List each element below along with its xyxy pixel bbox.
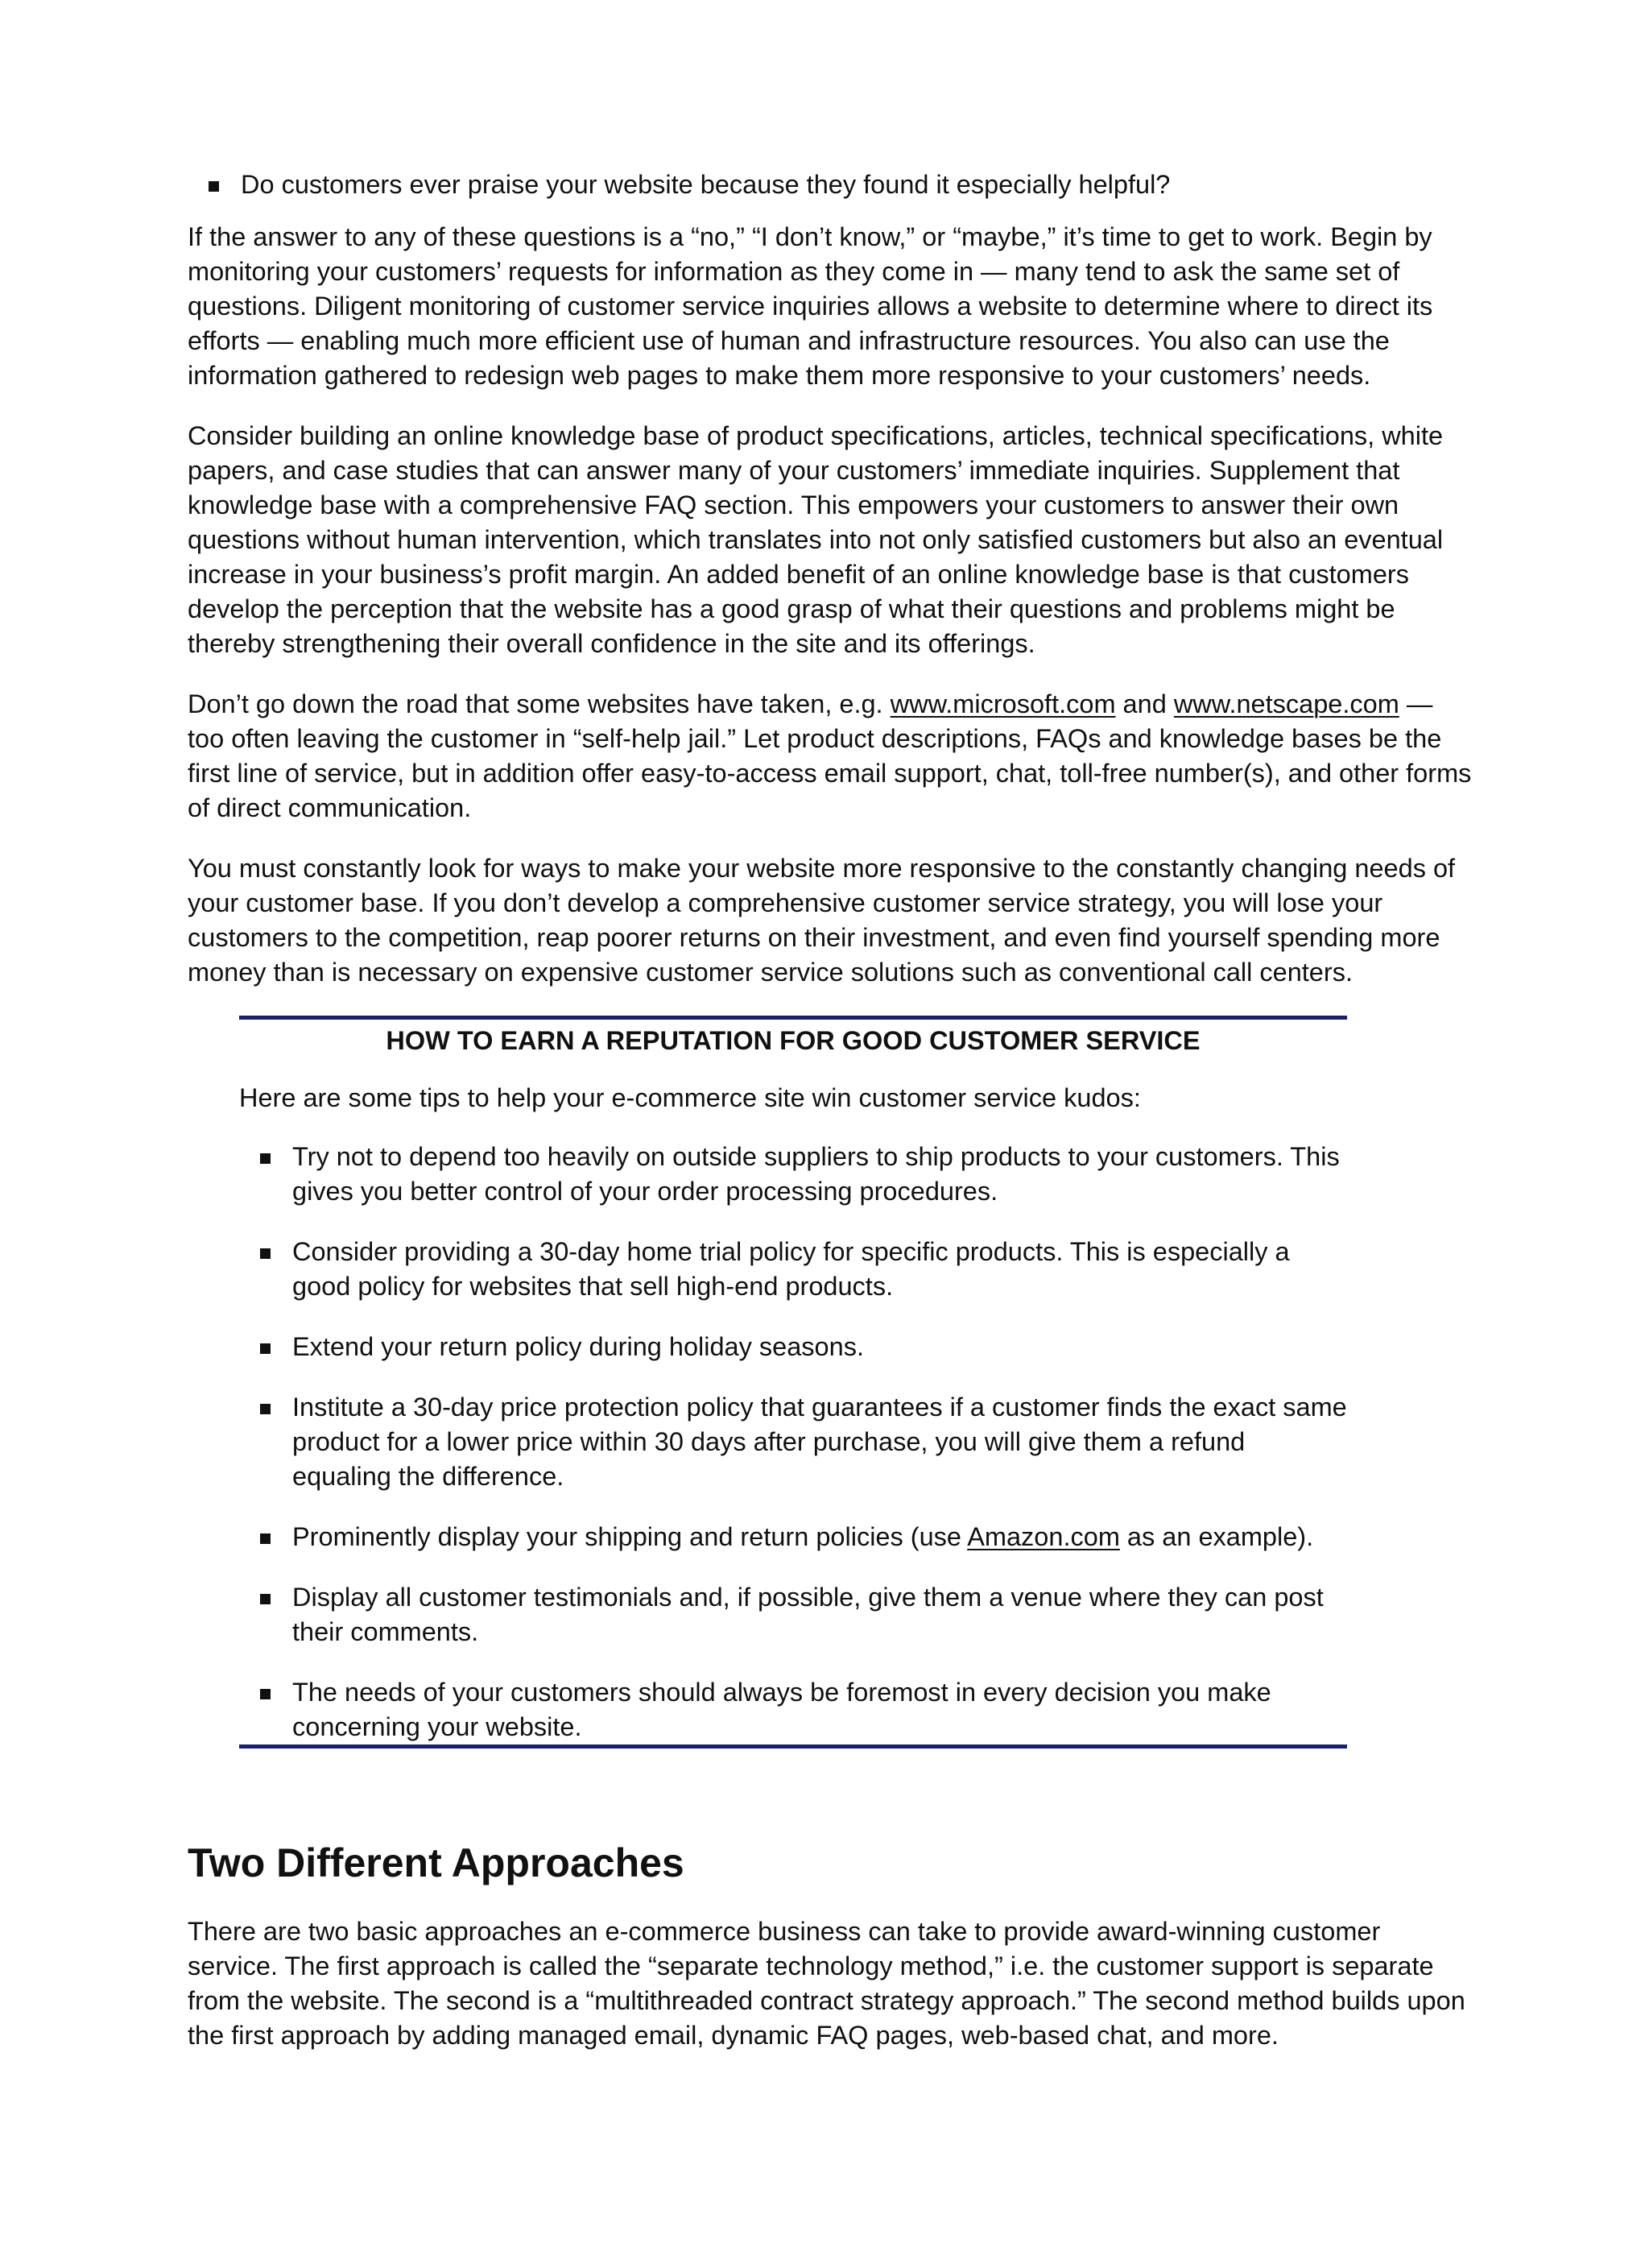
list-item-text: Do customers ever praise your website because they found it especially helpful? — [241, 170, 1171, 199]
square-bullet-icon — [260, 1533, 271, 1544]
square-bullet-icon — [260, 1153, 271, 1164]
square-bullet-icon — [209, 181, 219, 192]
tip-text: as an example). — [1119, 1522, 1314, 1551]
paragraph-text: — too often leaving the customer in “self-help jail.” Let product descriptions, FAQs and knowledge bases be the first line of service, but in addition offer easy-to-access email support, chat, toll-free number(s), and other forms of direct communication. — [188, 689, 1472, 822]
paragraph-self-help — [188, 687, 1476, 826]
square-bullet-icon — [260, 1343, 271, 1354]
tips-sidebar — [239, 1016, 1347, 1749]
paragraph-answer: If the answer to any of these questions is a “no,” “I don’t know,” or “maybe,” it’s time to get to work. Begin by monitoring your customers’ requests for information as they come in — many tend to ask the same set of questions. Diligent monitoring of customer service inquiries allows a website to determine where to direct its efforts — enabling much more efficient use of human and infrastructure resources. You also can use the information gathered to redesign web pages to make them more responsive to your customers’ needs. — [188, 222, 1433, 390]
tip-text: Display all customer testimonials and, if possible, give them a venue where they can post their comments. — [292, 1583, 1324, 1646]
tip-item — [239, 1675, 1347, 1744]
paragraph-approaches: There are two basic approaches an e-commerce business can take to provide award-winning customer service. The first approach is called the “separate technology method,” i.e. the customer support is separate from the website. The second is a “multithreaded contract strategy approach.” The second method builds upon the first approach by adding managed email, dynamic FAQ pages, web-based chat, and more. — [188, 1917, 1465, 2050]
link-netscape[interactable]: www.netscape.com — [1173, 689, 1399, 718]
paragraph-knowledge-base: Consider building an online knowledge base of product specifications, articles, technical specifications, white papers, and case studies that can answer many of your customers’ immediate inquiries. Supplement that knowledge base with a comprehensive FAQ section. This empowers your customers to answer their own questions without human intervention, which translates into not only satisfied customers but also an eventual increase in your business’s profit margin. An added benefit of an online knowledge base is that customers develop the perception that the website has a good grasp of what their questions and problems might be thereby strengthening their overall confidence in the site and its offerings. — [188, 421, 1444, 658]
tips-list — [239, 1140, 1347, 1744]
square-bullet-icon — [260, 1248, 271, 1259]
link-amazon[interactable]: Amazon.com — [967, 1522, 1120, 1551]
tip-text: Try not to depend too heavily on outside suppliers to ship products to your customers. This gives you better control of your order processing procedures. — [292, 1142, 1340, 1206]
tip-text: Institute a 30-day price protection policy that guarantees if a customer finds the exact same product for a lower price within 30 days after purchase, you will give them a refund equaling the difference. — [292, 1393, 1347, 1491]
section-heading: Two Different Approaches — [188, 1840, 684, 1885]
paragraph-responsive: You must constantly look for ways to make your website more responsive to the constantly changing needs of your customer base. If you don’t develop a comprehensive customer service strategy, you will lose your customers to the competition, reap poorer returns on their investment, and even find yourself spending more money than is necessary on expensive customer service solutions such as conventional call centers. — [188, 854, 1456, 987]
document-page — [188, 168, 1476, 2079]
tip-item — [239, 1140, 1347, 1209]
tip-item — [239, 1520, 1347, 1554]
list-item — [188, 168, 1476, 202]
tip-item — [239, 1580, 1347, 1649]
paragraph-text: and — [1115, 689, 1174, 718]
tip-text: Prominently display your shipping and return policies (use — [292, 1522, 968, 1551]
square-bullet-icon — [260, 1404, 271, 1414]
sidebar-intro: Here are some tips to help your e-commerce site win customer service kudos: — [239, 1083, 1141, 1112]
tip-text: Consider providing a 30-day home trial policy for specific products. This is especially a good policy for websites that sell high-end products. — [292, 1237, 1290, 1301]
tip-item — [239, 1235, 1347, 1304]
sidebar-title: HOW TO EARN A REPUTATION FOR GOOD CUSTOMER SERVICE — [386, 1026, 1201, 1055]
tip-text: The needs of your customers should always be foremost in every decision you make concerning your website. — [292, 1678, 1271, 1741]
square-bullet-icon — [260, 1689, 271, 1699]
tip-item — [239, 1390, 1347, 1494]
paragraph-text: Don’t go down the road that some websites have taken, e.g. — [188, 689, 891, 718]
tip-item — [239, 1330, 1347, 1364]
square-bullet-icon — [260, 1594, 271, 1604]
tip-text: Extend your return policy during holiday seasons. — [292, 1332, 864, 1361]
link-microsoft[interactable]: www.microsoft.com — [890, 689, 1116, 718]
